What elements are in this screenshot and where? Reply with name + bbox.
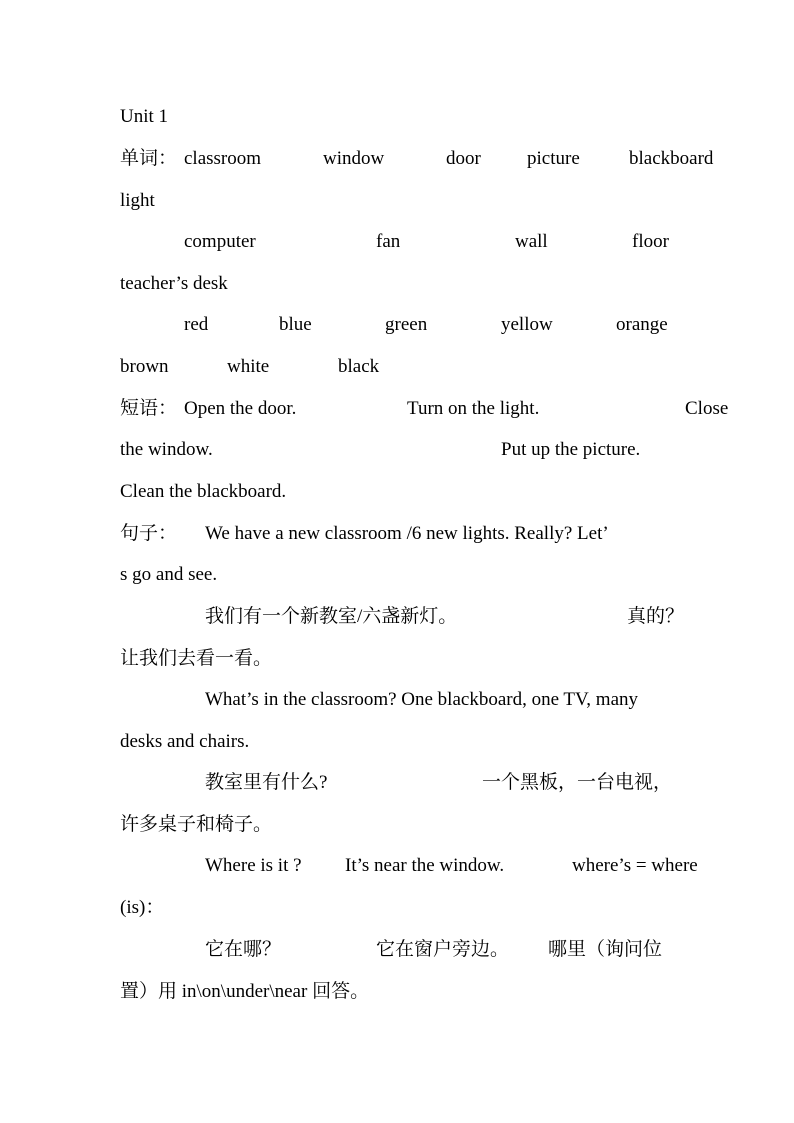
sentence-english: Where is it ?	[205, 855, 302, 876]
word-item: yellow	[501, 314, 553, 335]
phrase-item: Put up the picture.	[501, 439, 641, 460]
words-label: 单词：	[120, 148, 178, 169]
sentence-chinese: 它在哪？	[205, 939, 282, 960]
word-item: computer	[184, 231, 256, 252]
phrases-label: 短语：	[120, 398, 178, 419]
word-item: red	[184, 314, 209, 335]
word-item: light	[120, 190, 155, 211]
sentence-chinese: 置）用 in\on\under\near 回答。	[120, 981, 370, 1002]
word-item: green	[385, 314, 428, 335]
word-item: wall	[515, 231, 548, 252]
sentence-chinese: 它在窗户旁边。	[376, 939, 510, 960]
sentence-chinese: 一个黑板，一台电视，	[482, 772, 673, 793]
unit-title: Unit 1	[120, 106, 169, 127]
sentence-english: What’s in the classroom? One blackboard, one TV, many	[205, 689, 639, 710]
phrase-item: Clean the blackboard.	[120, 481, 287, 502]
sentence-english: where’s = where	[572, 855, 698, 876]
word-item: teacher’s desk	[120, 273, 228, 294]
sentence-chinese: 真的？	[627, 606, 685, 627]
phrase-item: Open the door.	[184, 398, 297, 419]
sentence-english: It’s near the window.	[345, 855, 505, 876]
sentence-english: desks and chairs.	[120, 731, 250, 752]
sentence-chinese: 教室里有什么?	[205, 772, 328, 793]
sentence-chinese: 许多桌子和椅子。	[120, 814, 273, 835]
word-item: black	[338, 356, 380, 377]
sentence-english: (is)：	[120, 897, 165, 918]
sentence-english: We have a new classroom /6 new lights. Really? Let’	[205, 523, 609, 544]
sentence-chinese: 哪里（询问位	[548, 939, 663, 960]
word-item: orange	[616, 314, 668, 335]
phrase-item: the window.	[120, 439, 213, 460]
phrase-item: Close	[685, 398, 729, 419]
sentence-chinese: 让我们去看一看。	[120, 648, 273, 669]
word-item: fan	[376, 231, 401, 252]
sentence-english: s go and see.	[120, 564, 218, 585]
phrase-item: Turn on the light.	[407, 398, 540, 419]
word-item: window	[323, 148, 385, 169]
word-item: white	[227, 356, 270, 377]
sentence-chinese: 我们有一个新教室/六盏新灯。	[205, 606, 458, 627]
word-item: classroom	[184, 148, 262, 169]
word-item: floor	[632, 231, 669, 252]
word-item: picture	[527, 148, 580, 169]
word-item: blackboard	[629, 148, 714, 169]
sentences-label: 句子：	[120, 523, 178, 544]
word-item: brown	[120, 356, 169, 377]
word-item: blue	[279, 314, 312, 335]
word-item: door	[446, 148, 481, 169]
